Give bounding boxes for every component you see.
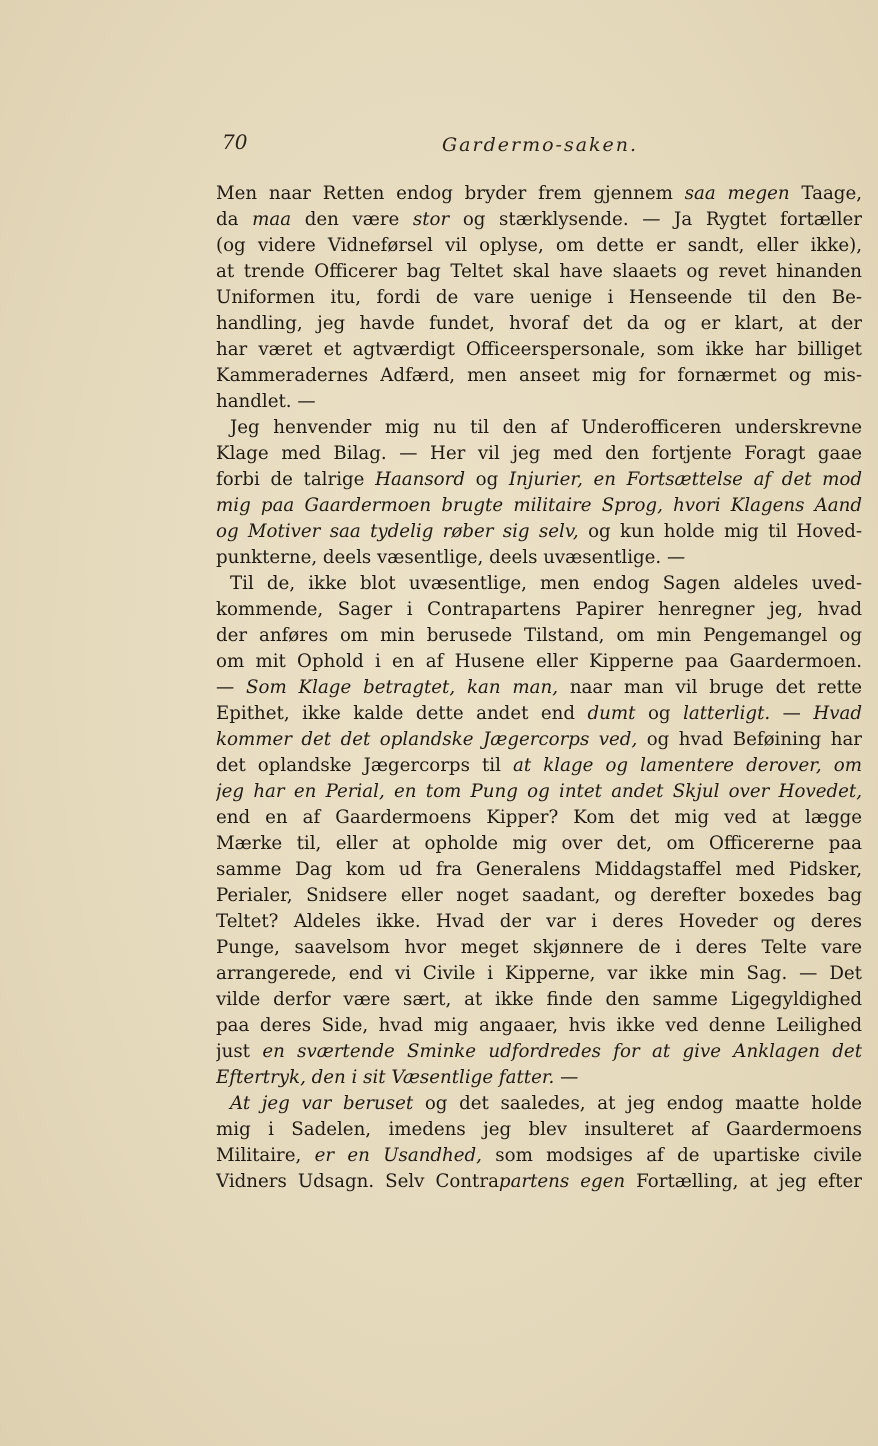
text-run: arrangerede, end vi Civile i Kipperne, var ikke min Sag. — Det bbox=[216, 963, 862, 984]
text-run: paa deres Side, hvad mig angaaer, hvis ikke ved denne Leilighed bbox=[216, 1015, 862, 1036]
text-run: Perialer, Snidsere eller noget saadant, og derefter boxedes bag bbox=[216, 885, 862, 906]
text-line bbox=[216, 415, 862, 441]
text-run: handling, jeg havde fundet, hvoraf det da og er klart, at der bbox=[216, 313, 862, 334]
text-run: samme Dag kom ud fra Generalens Middagstaffel med Pidsker, bbox=[216, 859, 862, 880]
text-run: Fortælling, at jeg efter bbox=[625, 1171, 862, 1192]
text-run: forbi de talrige bbox=[216, 469, 376, 490]
italic-text: Haansord bbox=[375, 469, 465, 490]
text-run: — bbox=[770, 703, 814, 724]
text-run: Kammeradernes Adfærd, men anseet mig for fornærmet og mis- bbox=[216, 365, 862, 386]
text-run: Jeg henvender mig nu til den af Underofficeren underskrevne bbox=[230, 417, 862, 438]
text-line bbox=[216, 545, 862, 571]
italic-text: maa bbox=[252, 209, 292, 230]
text-line bbox=[216, 519, 862, 545]
italic-text: latterligt. bbox=[683, 703, 771, 724]
italic-text: og Motiver saa tydelig røber sig selv, bbox=[216, 521, 579, 542]
text-line bbox=[216, 1013, 862, 1039]
text-line bbox=[216, 389, 862, 415]
text-line bbox=[216, 493, 862, 519]
text-run: naar man vil bruge det rette bbox=[558, 677, 862, 698]
italic-text: mig paa Gaardermoen brugte militaire Sprog, hvori Klagens Aand bbox=[216, 495, 862, 516]
text-line bbox=[216, 597, 862, 623]
text-run: mig i Sadelen, imedens jeg blev insulteret af Gaardermoens bbox=[216, 1119, 862, 1140]
text-run: og bbox=[635, 703, 684, 724]
text-run: om mit Ophold i en af Husene eller Kipperne paa Gaardermoen. bbox=[216, 651, 862, 672]
text-run: (og videre Vidneførsel vil oplyse, om dette er sandt, eller ikke), bbox=[216, 235, 862, 256]
italic-text: Hvad bbox=[813, 703, 862, 724]
text-line bbox=[216, 857, 862, 883]
text-run: og stærklysende. — Ja Rygtet fortæller bbox=[449, 209, 862, 230]
text-run: den være bbox=[291, 209, 413, 230]
text-line bbox=[216, 1091, 862, 1117]
text-line bbox=[216, 207, 862, 233]
italic-text: saa megen bbox=[684, 183, 790, 204]
text-line bbox=[216, 701, 862, 727]
text-run: vilde derfor være sært, at ikke finde den samme Ligegyldighed bbox=[216, 989, 862, 1010]
text-run: punkterne, deels væsentlige, deels uvæsentlige. — bbox=[216, 547, 686, 568]
running-title: Gardermo-saken. bbox=[442, 134, 639, 156]
text-line bbox=[216, 649, 862, 675]
text-line bbox=[216, 909, 862, 935]
italic-text: stor bbox=[412, 209, 450, 230]
text-line bbox=[216, 831, 862, 857]
text-line bbox=[216, 753, 862, 779]
italic-text: Eftertryk, den i sit Væsentlige fatter. bbox=[216, 1067, 555, 1088]
text-run: da bbox=[216, 209, 253, 230]
text-line bbox=[216, 285, 862, 311]
text-line bbox=[216, 1065, 862, 1091]
italic-text: kommer det det oplandske Jægercorps ved, bbox=[216, 729, 638, 750]
text-run: Klage med Bilag. — Her vil jeg med den fortjente Foragt gaae bbox=[216, 443, 862, 464]
text-line bbox=[216, 675, 862, 701]
text-line bbox=[216, 1117, 862, 1143]
text-run: kommende, Sager i Contrapartens Papirer henregner jeg, hvad bbox=[216, 599, 862, 620]
text-line bbox=[216, 259, 862, 285]
text-run: Mærke til, eller at opholde mig over det, om Officererne paa bbox=[216, 833, 862, 854]
text-line bbox=[216, 233, 862, 259]
text-line bbox=[216, 467, 862, 493]
text-run: Uniformen itu, fordi de vare uenige i Henseende til den Be- bbox=[216, 287, 862, 308]
text-run: Epithet, ikke kalde dette andet end bbox=[216, 703, 588, 724]
page-number: 70 bbox=[222, 130, 248, 154]
text-line bbox=[216, 311, 862, 337]
text-line bbox=[216, 441, 862, 467]
text-run: — bbox=[554, 1067, 579, 1088]
text-run: Vidners Udsagn. Selv Contra bbox=[216, 1171, 499, 1192]
text-run: og det saaledes, at jeg endog maatte holde bbox=[413, 1093, 862, 1114]
text-run: Taage, bbox=[789, 183, 862, 204]
page-header bbox=[222, 130, 642, 160]
italic-text: er en Usandhed, bbox=[314, 1145, 482, 1166]
text-run: — bbox=[216, 677, 247, 698]
italic-text: at klage og lamentere derover, om bbox=[513, 755, 862, 776]
italic-text: partens egen bbox=[498, 1171, 626, 1192]
text-run: og kun holde mig til Hoved- bbox=[578, 521, 862, 542]
text-line bbox=[216, 779, 862, 805]
text-line bbox=[216, 727, 862, 753]
text-run: Til de, ikke blot uvæsentlige, men endog Sagen aldeles uved- bbox=[230, 573, 862, 594]
text-run: just bbox=[216, 1041, 263, 1062]
text-run: handlet. — bbox=[216, 391, 316, 412]
text-run: og bbox=[464, 469, 509, 490]
text-line bbox=[216, 363, 862, 389]
italic-text: en sværtende Sminke udfordredes for at give Anklagen det bbox=[262, 1041, 862, 1062]
text-line bbox=[216, 1039, 862, 1065]
italic-text: Injurier, en Fortsættelse af det mod bbox=[508, 469, 862, 490]
text-run: at trende Officerer bag Teltet skal have slaaets og revet hinanden bbox=[216, 261, 862, 282]
text-line bbox=[216, 571, 862, 597]
text-line bbox=[216, 1143, 862, 1169]
text-line bbox=[216, 181, 862, 207]
text-run: Militaire, bbox=[216, 1145, 315, 1166]
text-run: Punge, saavelsom hvor meget skjønnere de i deres Telte vare bbox=[216, 937, 862, 958]
text-run: end en af Gaardermoens Kipper? Kom det mig ved at lægge bbox=[216, 807, 862, 828]
text-run: det oplandske Jægercorps til bbox=[216, 755, 514, 776]
text-run: Men naar Retten endog bryder frem gjennem bbox=[216, 183, 685, 204]
italic-text: dumt bbox=[587, 703, 636, 724]
text-run: har været et agtværdigt Officeerspersonale, som ikke har billiget bbox=[216, 339, 862, 360]
text-line bbox=[216, 883, 862, 909]
italic-text: At jeg var beruset bbox=[230, 1093, 414, 1114]
text-run: der anføres om min berusede Tilstand, om min Pengemangel og bbox=[216, 625, 862, 646]
text-run: Teltet? Aldeles ikke. Hvad der var i deres Hoveder og deres bbox=[216, 911, 862, 932]
text-line bbox=[216, 987, 862, 1013]
text-line bbox=[216, 337, 862, 363]
text-line bbox=[216, 623, 862, 649]
italic-text: jeg har en Perial, en tom Pung og intet andet Skjul over Hovedet, bbox=[216, 781, 862, 802]
body-text bbox=[216, 181, 862, 1195]
text-run: som modsiges af de upartiske civile bbox=[481, 1145, 862, 1166]
text-line bbox=[216, 805, 862, 831]
italic-text: Som Klage betragtet, kan man, bbox=[246, 677, 559, 698]
text-line bbox=[216, 935, 862, 961]
text-run: og hvad Beføining har bbox=[637, 729, 862, 750]
text-line bbox=[216, 961, 862, 987]
text-line bbox=[216, 1169, 862, 1195]
